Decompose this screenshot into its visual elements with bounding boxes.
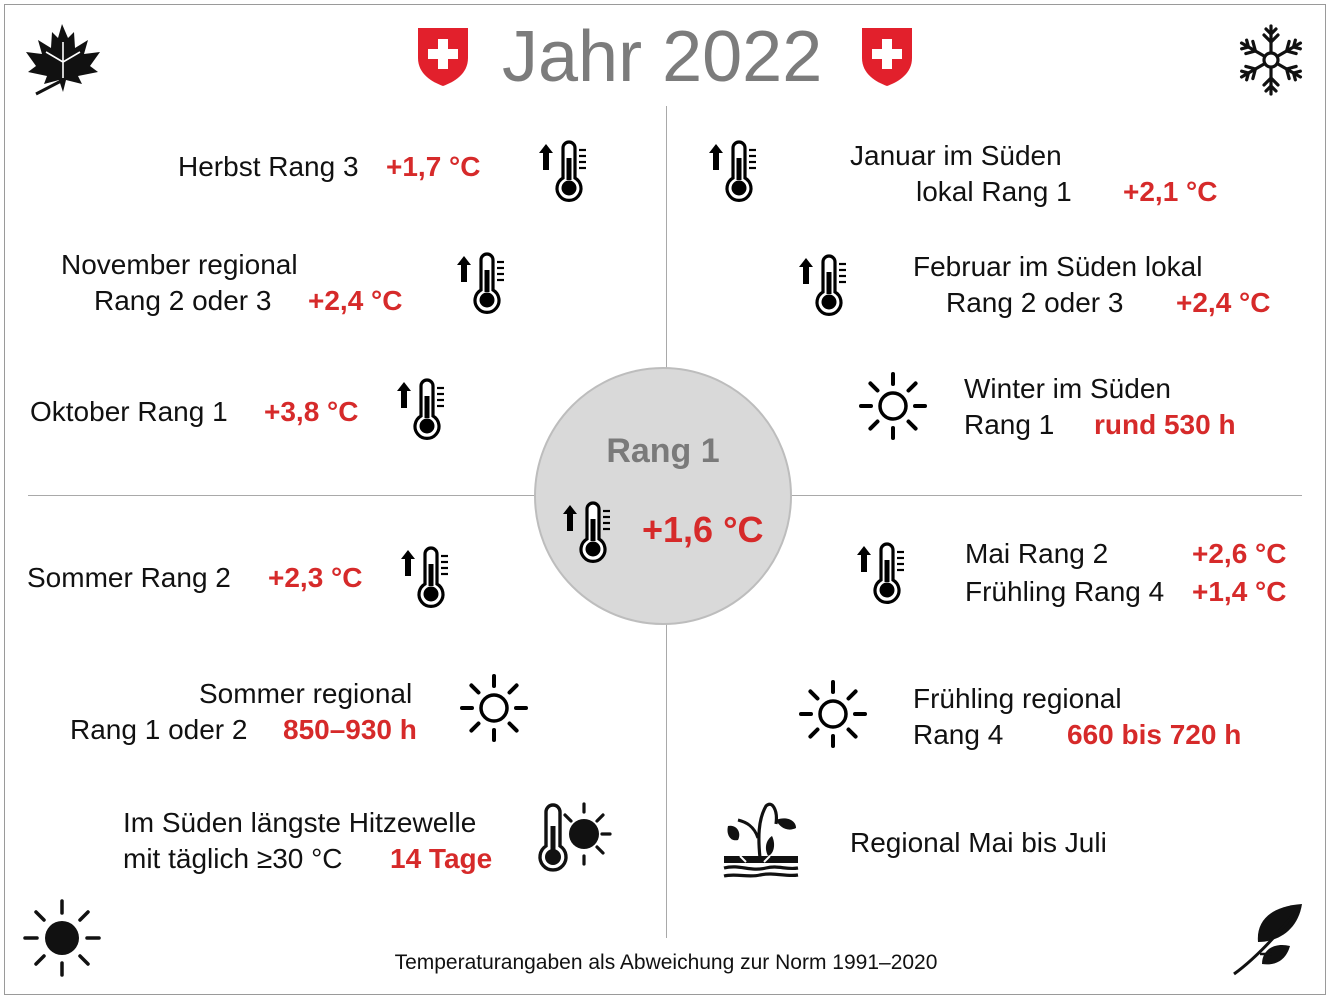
thermometer-up-icon <box>398 382 446 438</box>
mai-value: +2,6 °C <box>1192 538 1287 569</box>
center-rank: Rang 1 <box>606 432 720 470</box>
heat-thermometer-sun-icon <box>540 804 612 876</box>
november-line2: Rang 2 oder 3 <box>94 285 272 316</box>
thermometer-up-icon <box>540 144 588 200</box>
sun-outline-icon <box>893 406 894 407</box>
hitzewelle-line2: mit täglich ≥30 °C <box>123 843 343 874</box>
fruehling-value: +1,4 °C <box>1192 576 1287 607</box>
fruehling-regional-value: 660 bis 720 h <box>1067 719 1242 750</box>
trockenheit-label: Regional Mai bis Juli <box>850 827 1107 858</box>
sommer-value: +2,3 °C <box>268 562 363 593</box>
hitzewelle-line1: Im Süden längste Hitzewelle <box>123 807 477 838</box>
januar-value: +2,1 °C <box>1123 176 1218 207</box>
winter-value: rund 530 h <box>1094 409 1236 440</box>
swiss-flag-icon <box>862 28 912 86</box>
center-value: +1,6 °C <box>642 509 764 550</box>
snowflake-icon <box>1238 24 1304 96</box>
thermometer-up-icon <box>858 546 906 602</box>
thermometer-up-icon <box>710 144 758 200</box>
winter-line1: Winter im Süden <box>964 373 1171 404</box>
februar-line2: Rang 2 oder 3 <box>946 287 1124 318</box>
januar-line2: lokal Rang 1 <box>916 176 1072 207</box>
februar-line1: Februar im Süden lokal <box>913 251 1203 282</box>
hitzewelle-value: 14 Tage <box>390 843 493 874</box>
februar-value: +2,4 °C <box>1176 287 1271 318</box>
horizontal-divider-right <box>791 495 1302 496</box>
sun-outline-icon <box>494 708 495 709</box>
oktober-value: +3,8 °C <box>264 396 359 427</box>
fruehling-label: Frühling Rang 4 <box>965 576 1165 607</box>
oktober-label: Oktober Rang 1 <box>30 396 228 427</box>
dry-plant-icon <box>720 798 802 880</box>
vertical-divider-top <box>666 106 667 368</box>
thermometer-up-icon <box>800 258 848 314</box>
maple-leaf-icon <box>22 22 104 94</box>
winter-line2: Rang 1 <box>964 409 1055 440</box>
page-title: Jahr 2022 <box>502 17 823 97</box>
januar-line1: Januar im Süden <box>850 140 1062 171</box>
herbst-label: Herbst Rang 3 <box>178 151 359 182</box>
thermometer-up-icon <box>458 256 506 312</box>
horizontal-divider-left <box>28 495 535 496</box>
mai-label: Mai Rang 2 <box>965 538 1109 569</box>
sommer-regional-line1: Sommer regional <box>199 678 413 709</box>
sun-outline-icon <box>833 714 834 715</box>
sommer-label: Sommer Rang 2 <box>27 562 231 593</box>
sommer-regional-value: 850–930 h <box>283 714 417 745</box>
november-line1: November regional <box>61 249 298 280</box>
herbst-value: +1,7 °C <box>386 151 481 182</box>
fruehling-regional-line1: Frühling regional <box>913 683 1122 714</box>
november-value: +2,4 °C <box>308 285 403 316</box>
sommer-regional-line2: Rang 1 oder 2 <box>70 714 248 745</box>
fruehling-regional-line2: Rang 4 <box>913 719 1004 750</box>
thermometer-up-icon <box>564 505 612 561</box>
center-summary <box>534 367 792 625</box>
footnote: Temperaturangaben als Abweichung zur Norm 1991–2020 <box>394 951 938 974</box>
thermometer-up-icon <box>402 550 450 606</box>
vertical-divider-bottom <box>666 624 667 938</box>
swiss-flag-icon <box>418 28 468 86</box>
